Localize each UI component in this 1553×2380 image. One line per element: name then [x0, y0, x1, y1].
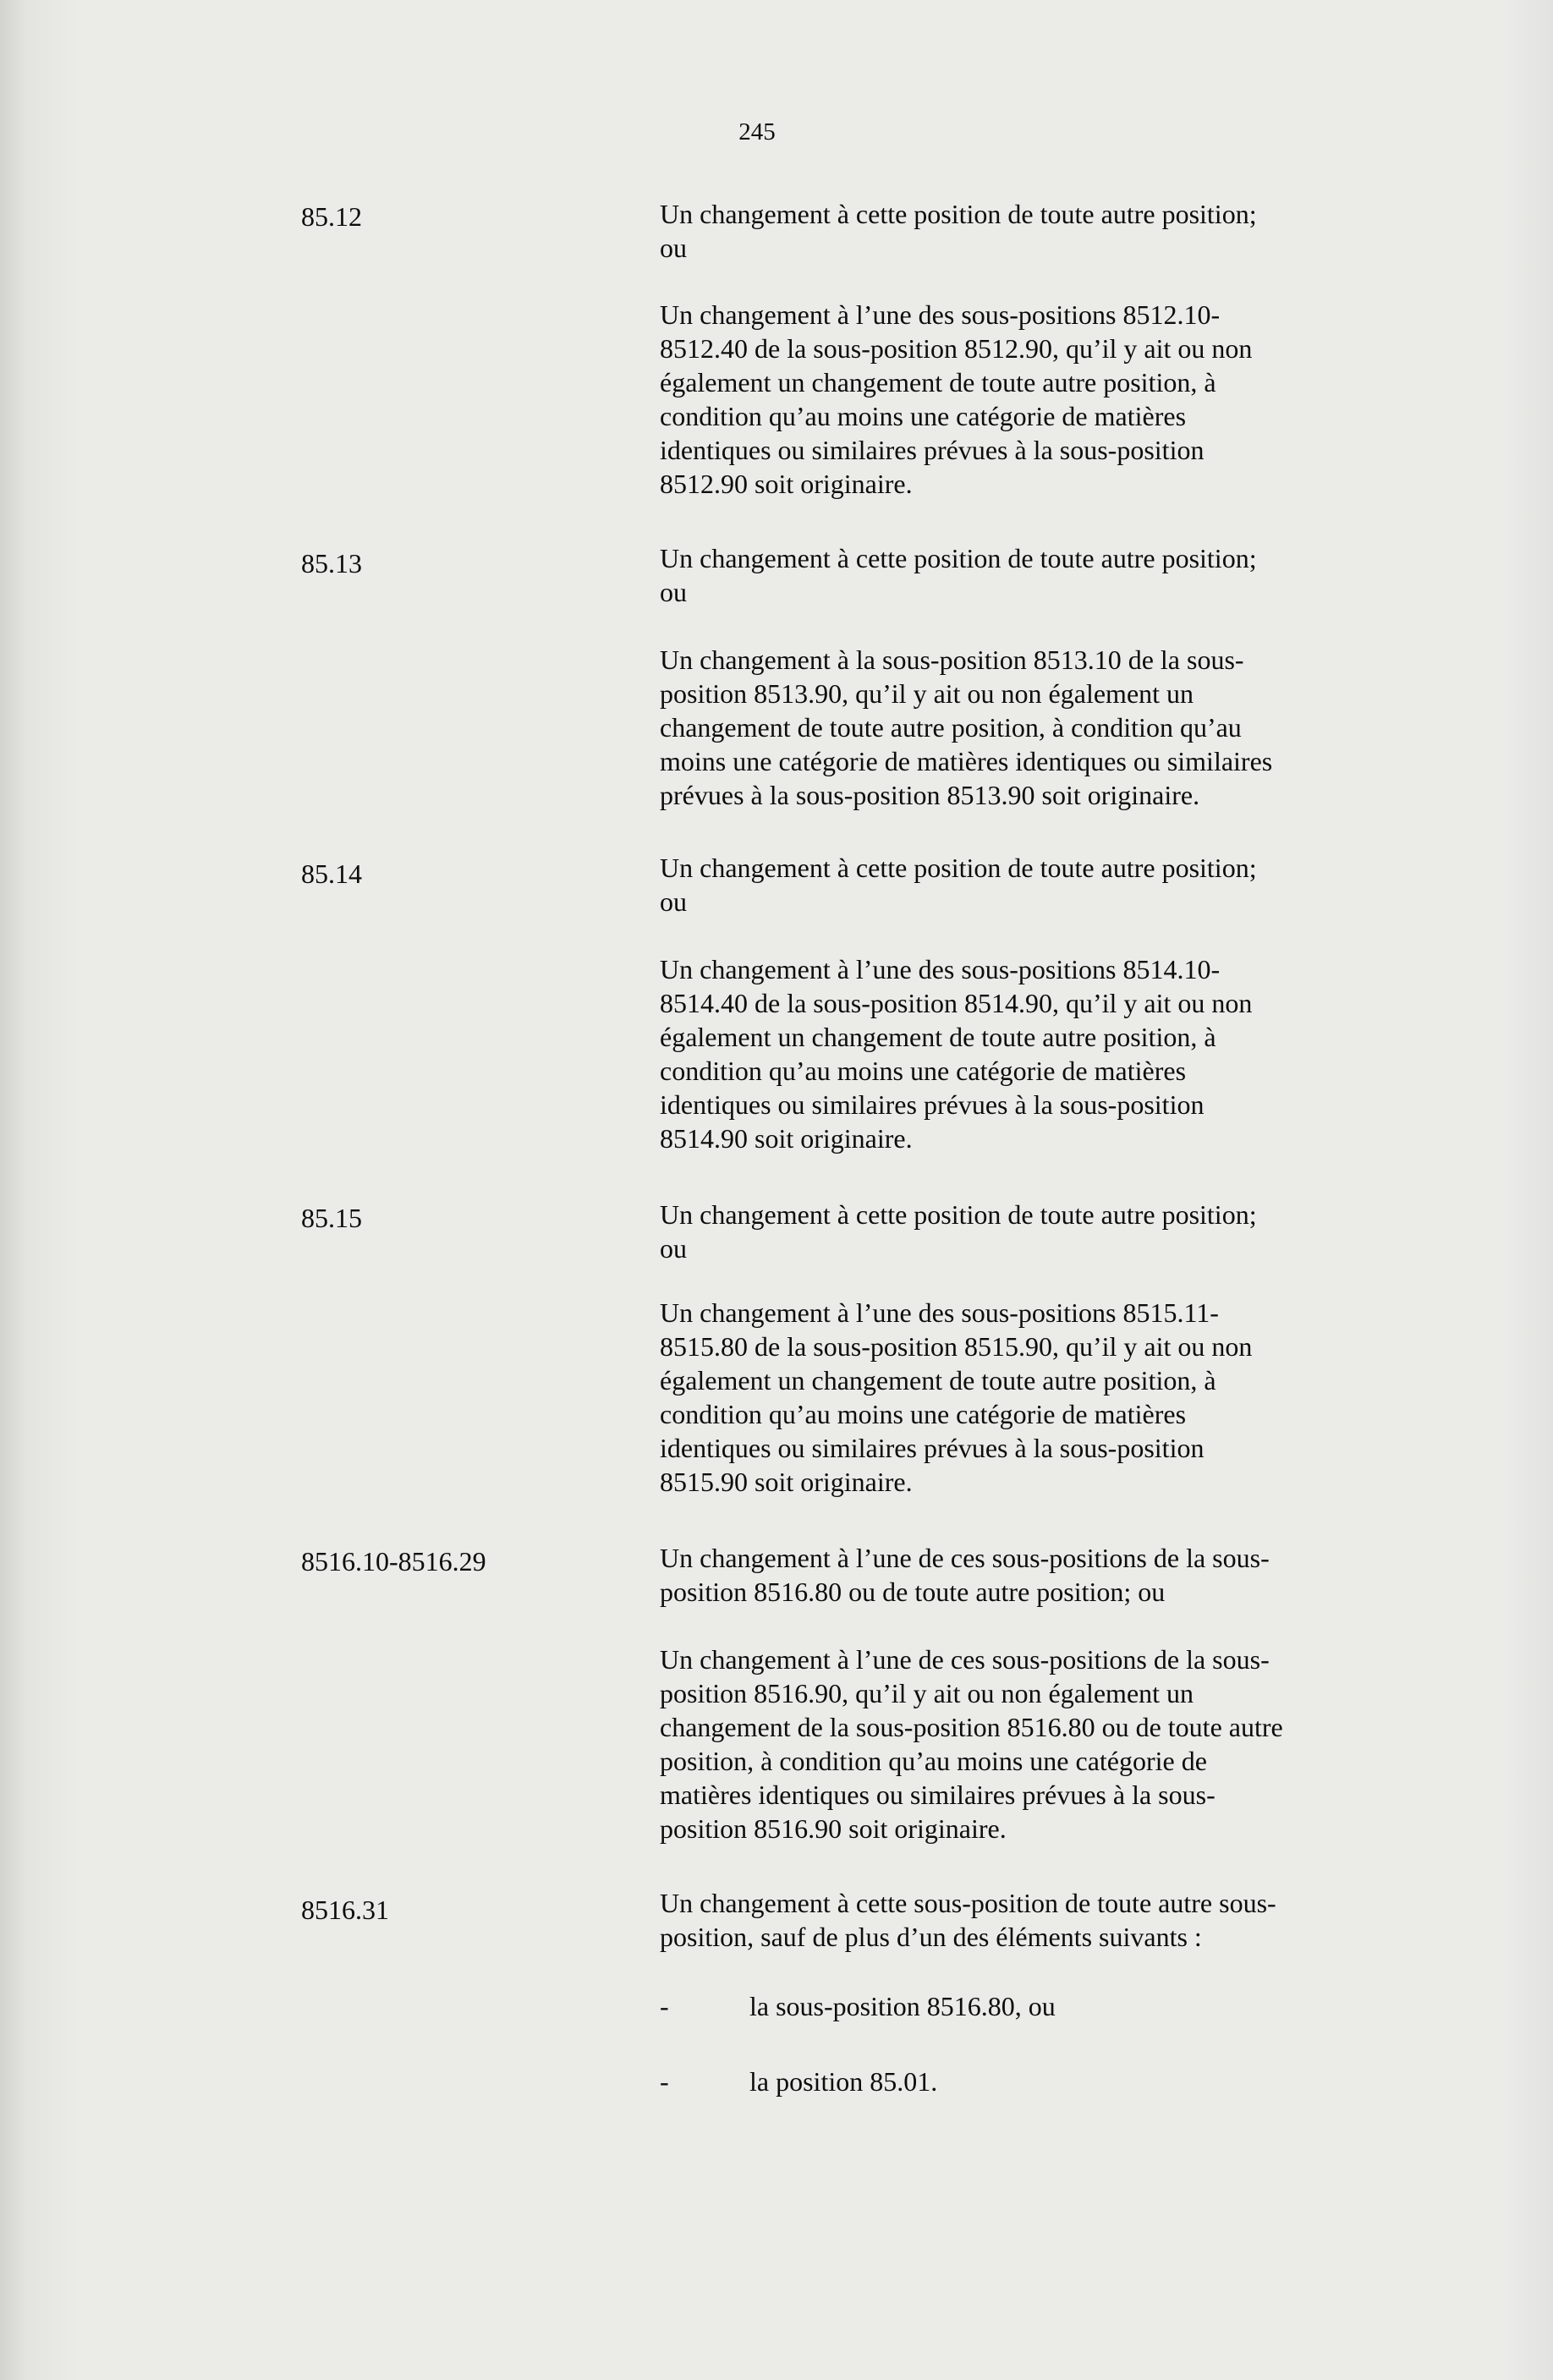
text-line: prévues à la sous-position 8513.90 soit originaire.: [660, 780, 1200, 810]
text-line: Un changement à cette position de toute autre position;: [660, 199, 1257, 229]
text-line: identiques ou similaires prévues à la sous-position: [660, 1089, 1205, 1120]
text-line: position, à condition qu’au moins une catégorie de: [660, 1746, 1207, 1776]
text-line: Un changement à la sous-position 8513.10 de la sous-: [660, 644, 1244, 675]
rule-8516-10-b: [660, 1642, 1370, 1845]
text-line: identiques ou similaires prévues à la sous-position: [660, 1433, 1205, 1463]
text-line: Un changement à cette sous-position de toute autre sous-: [660, 1888, 1276, 1918]
text-line: 8514.40 de la sous-position 8514.90, qu’il y ait ou non: [660, 988, 1253, 1018]
text-line: condition qu’au moins une catégorie de matières: [660, 1056, 1187, 1086]
text-line: ou: [660, 1233, 687, 1264]
text-line: Un changement à l’une des sous-positions 8515.11-: [660, 1297, 1219, 1328]
text-line: également un changement de toute autre position, à: [660, 1365, 1216, 1396]
text-line: position 8516.90 soit originaire.: [660, 1813, 1007, 1844]
text-line: 8514.90 soit originaire.: [660, 1123, 913, 1154]
text-line: changement de la sous-position 8516.80 ou de toute autre: [660, 1712, 1283, 1742]
rule-85-15-a: [660, 1198, 1370, 1265]
list-item-text: la position 85.01.: [749, 2066, 938, 2097]
text-line: 8512.40 de la sous-position 8512.90, qu’il y ait ou non: [660, 333, 1253, 364]
text-line: Un changement à cette position de toute autre position;: [660, 1199, 1257, 1230]
text-line: Un changement à l’une des sous-positions 8512.10-: [660, 299, 1221, 330]
text-line: condition qu’au moins une catégorie de matières: [660, 1399, 1187, 1429]
text-line: 8515.80 de la sous-position 8515.90, qu’il y ait ou non: [660, 1331, 1253, 1362]
rule-85-13-a: [660, 541, 1370, 609]
text-line: également un changement de toute autre position, à: [660, 1022, 1216, 1052]
text-line: position 8516.80 ou de toute autre position; ou: [660, 1577, 1166, 1607]
text-line: ou: [660, 577, 687, 607]
text-line: également un changement de toute autre position, à: [660, 367, 1216, 398]
text-line: Un changement à l’une des sous-positions 8514.10-: [660, 954, 1221, 984]
heading-85-15: 85.15: [301, 1203, 362, 1233]
rule-85-14-a: [660, 851, 1370, 919]
heading-8516-31: 8516.31: [301, 1895, 389, 1925]
rule-8516-31: [660, 1886, 1370, 1954]
text-line: position 8516.90, qu’il y ait ou non également un: [660, 1678, 1194, 1708]
text-line: 8512.90 soit originaire.: [660, 469, 913, 499]
text-line: condition qu’au moins une catégorie de matières: [660, 401, 1187, 431]
heading-8516-10-8516-29: 8516.10-8516.29: [301, 1546, 486, 1577]
text-line: matières identiques ou similaires prévues à la sous-: [660, 1780, 1216, 1810]
text-line: Un changement à cette position de toute autre position;: [660, 853, 1257, 883]
text-line: Un changement à l’une de ces sous-positions de la sous-: [660, 1644, 1270, 1675]
list-item-text: la sous-position 8516.80, ou: [749, 1991, 1056, 2021]
text-line: identiques ou similaires prévues à la sous-position: [660, 435, 1205, 465]
text-line: Un changement à l’une de ces sous-positions de la sous-: [660, 1543, 1270, 1573]
text-line: Un changement à cette position de toute autre position;: [660, 543, 1257, 573]
rule-8516-10-a: [660, 1541, 1370, 1609]
text-line: moins une catégorie de matières identiques ou similaires: [660, 746, 1273, 776]
list-dash: -: [660, 1991, 669, 2021]
rule-85-14-b: [660, 952, 1370, 1155]
text-line: position 8513.90, qu’il y ait ou non également un: [660, 678, 1194, 709]
text-line: ou: [660, 886, 687, 917]
heading-85-14: 85.14: [301, 858, 362, 889]
rule-85-12-b: [660, 298, 1370, 501]
rule-85-15-b: [660, 1296, 1370, 1499]
rule-85-13-b: [660, 643, 1370, 812]
text-line: position, sauf de plus d’un des éléments suivants :: [660, 1922, 1202, 1952]
text-line: changement de toute autre position, à condition qu’au: [660, 712, 1242, 743]
text-line: ou: [660, 233, 687, 263]
list-dash: -: [660, 2066, 669, 2097]
rule-85-12-a: [660, 197, 1370, 265]
heading-85-12: 85.12: [301, 201, 362, 232]
heading-85-13: 85.13: [301, 548, 362, 579]
text-line: 8515.90 soit originaire.: [660, 1467, 913, 1497]
page-number: 245: [738, 118, 776, 145]
